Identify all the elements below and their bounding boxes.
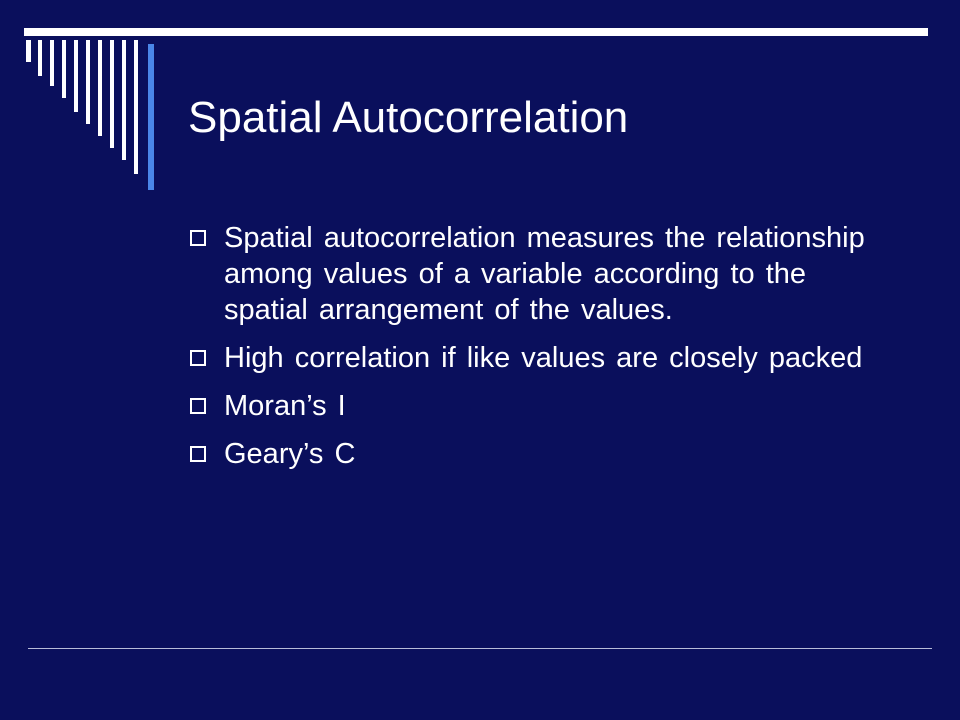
stripe: [134, 40, 138, 174]
stripe: [50, 40, 54, 86]
stripe: [98, 40, 102, 136]
bullet-text: Geary’s C: [224, 438, 356, 470]
stripe: [122, 40, 126, 160]
stripe: [26, 40, 31, 62]
stripe: [62, 40, 66, 98]
stripe: [86, 40, 90, 124]
hollow-square-icon: [190, 398, 206, 414]
stripe: [148, 44, 154, 190]
decorative-stripes: [0, 0, 170, 200]
slide-title: Spatial Autocorrelation: [188, 93, 629, 142]
bottom-rule: [28, 648, 932, 649]
hollow-square-icon: [190, 446, 206, 462]
bullet-text: Moran’s I: [224, 390, 346, 422]
bullet-item: [188, 388, 898, 424]
hollow-square-icon: [190, 230, 206, 246]
bullet-item: [188, 340, 898, 376]
bullet-item: [188, 436, 898, 472]
bullet-text: High correlation if like values are closely packed: [224, 342, 863, 374]
stripe: [74, 40, 78, 112]
bullet-item: [188, 220, 898, 328]
stripe: [38, 40, 42, 76]
hollow-square-icon: [190, 350, 206, 366]
stripe: [110, 40, 114, 148]
bullet-list: [188, 220, 898, 484]
bullet-text: Spatial autocorrelation measures the relationship among values of a variable according to the spatial arrangement of the values.: [224, 222, 865, 326]
